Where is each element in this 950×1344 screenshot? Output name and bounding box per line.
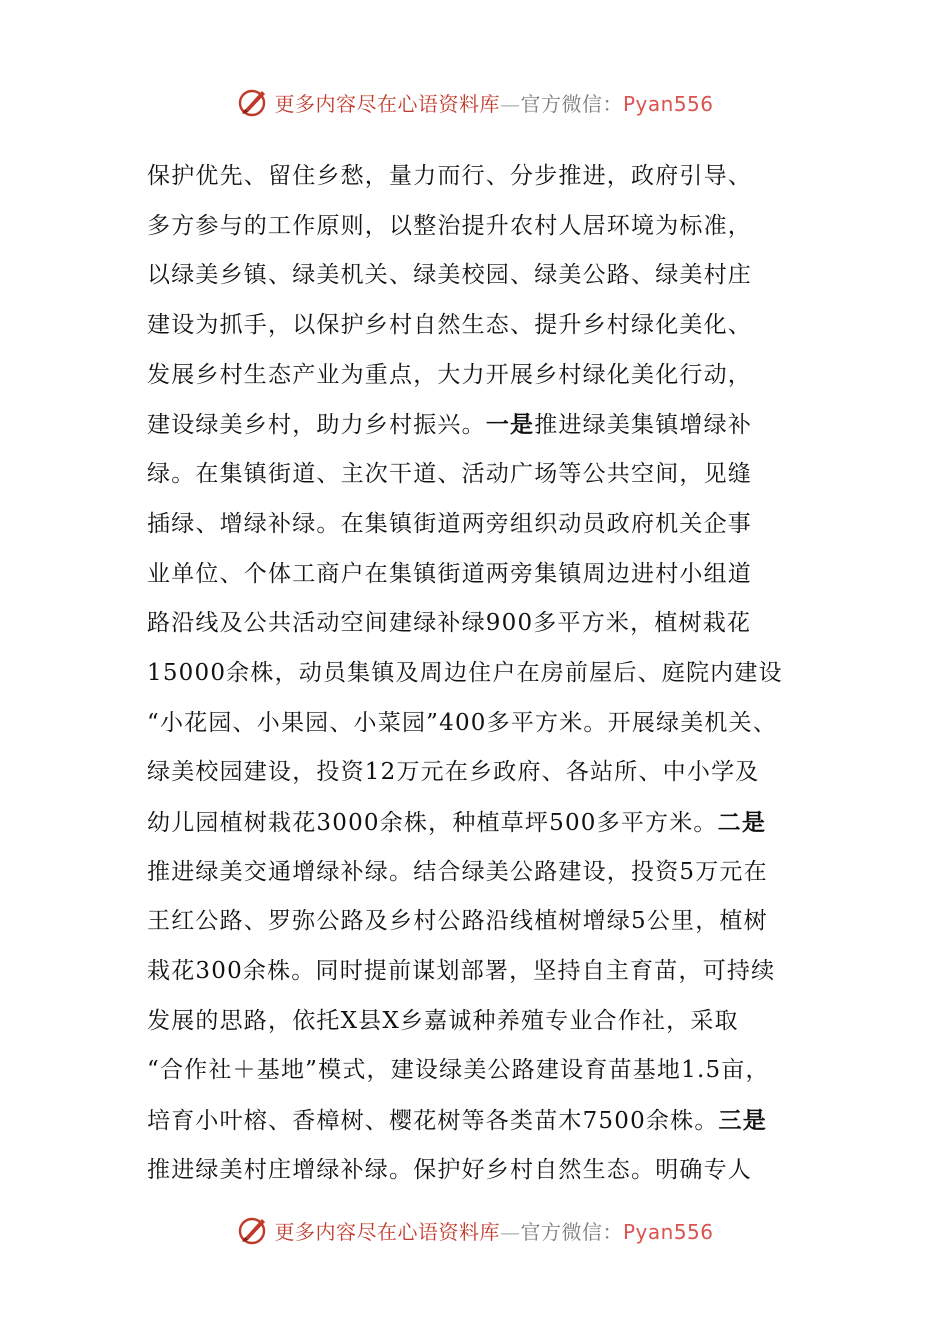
quill-circle-icon: [236, 85, 270, 119]
text-line: [147, 897, 827, 947]
text-segment: 保护优先、留住乡愁，量力而行、分步推进，政府引导、: [147, 163, 752, 189]
text-line: [147, 550, 827, 600]
banner-separator: —: [499, 91, 521, 116]
text-line: [147, 848, 827, 898]
banner-site: 更多内容尽在心语资料库: [274, 91, 500, 116]
text-segment: 推进绿美村庄增绿补绿。保护好乡村自然生态。明确专人: [147, 1156, 752, 1183]
text-line: [147, 450, 827, 500]
text-line: [147, 301, 827, 351]
text-line: [147, 152, 827, 202]
banner-text: [274, 88, 713, 117]
text-segment: “合作社＋基地”模式，建设绿美公路建设育苗基地1.5亩，: [147, 1057, 770, 1084]
banner-account: Pyan556: [622, 1219, 714, 1244]
text-segment: 建设绿美乡村，助力乡村振兴。: [147, 412, 486, 439]
text-line: [147, 947, 827, 997]
emphasis-text: 一是: [485, 411, 535, 439]
banner-account: Pyan556: [622, 91, 714, 116]
text-line: [147, 649, 827, 699]
text-segment: “小花园、小果园、小菜园”400多平方米。开展绿美机关、: [147, 709, 778, 736]
text-line: [147, 400, 827, 450]
text-segment: 插绿、增绿补绿。在集镇街道两旁组织动员政府机关企事: [147, 510, 752, 537]
banner-wechat-label: 官方微信：: [520, 91, 623, 116]
text-line: [147, 1146, 827, 1196]
text-line: [147, 748, 827, 798]
text-line: [147, 500, 827, 550]
text-segment: 绿。在集镇街道、主次干道、活动广场等公共空间，见缝: [147, 461, 752, 488]
text-segment: 路沿线及公共活动空间建绿补绿900多平方米，植树栽花: [147, 610, 752, 637]
text-line: [147, 351, 827, 401]
text-segment: 推进绿美交通增绿补绿。结合绿美公路建设，投资5万元在: [147, 858, 768, 885]
emphasis-text: 二是: [717, 808, 767, 836]
banner-wechat-label: 官方微信：: [520, 1219, 623, 1244]
emphasis-text: 三是: [718, 1107, 767, 1135]
quill-circle-icon: [236, 1213, 270, 1247]
text-segment: 幼儿园植树栽花3000余株，种植草坪500多平方米。: [147, 809, 718, 836]
header-banner: [0, 82, 950, 122]
text-segment: 发展乡村生态产业为重点，大力开展乡村绿化美化行动，: [147, 361, 752, 388]
text-segment: 推进绿美集镇增绿补: [534, 412, 753, 439]
text-segment: 15000余株，动员集镇及周边住户在房前屋后、庭院内建设: [147, 659, 783, 686]
footer-banner: [0, 1210, 950, 1250]
document-body: [147, 152, 827, 1195]
text-line: [147, 1096, 827, 1146]
text-line: [147, 251, 827, 301]
text-segment: 多方参与的工作原则，以整治提升农村人居环境为标准，: [147, 212, 752, 239]
text-line: [147, 1046, 827, 1096]
text-line: [147, 599, 827, 649]
text-line: [147, 699, 827, 749]
banner-text: [274, 1216, 713, 1245]
text-segment: 王红公路、罗弥公路及乡村公路沿线植树增绿5公里，植树: [147, 908, 768, 935]
text-segment: 业单位、个体工商户在集镇街道两旁集镇周边进村小组道: [147, 560, 752, 587]
text-segment: 发展的思路，依托X县X乡嘉诚种养殖专业合作社，采取: [147, 1007, 739, 1034]
text-segment: 以绿美乡镇、绿美机关、绿美校园、绿美公路、绿美村庄: [147, 262, 752, 289]
text-segment: 建设为抓手，以保护乡村自然生态、提升乡村绿化美化、: [147, 312, 752, 339]
text-line: [147, 798, 827, 848]
text-segment: 培育小叶榕、香樟树、樱花树等各类苗木7500余株。: [147, 1108, 719, 1135]
text-segment: 栽花300余株。同时提前谋划部署，坚持自主育苗，可持续: [147, 958, 776, 984]
text-segment: 绿美校园建设，投资12万元在乡政府、各站所、中小学及: [147, 759, 760, 786]
banner-site: 更多内容尽在心语资料库: [274, 1219, 500, 1244]
text-line: [147, 997, 827, 1047]
banner-separator: —: [499, 1219, 521, 1244]
text-line: [147, 202, 827, 252]
